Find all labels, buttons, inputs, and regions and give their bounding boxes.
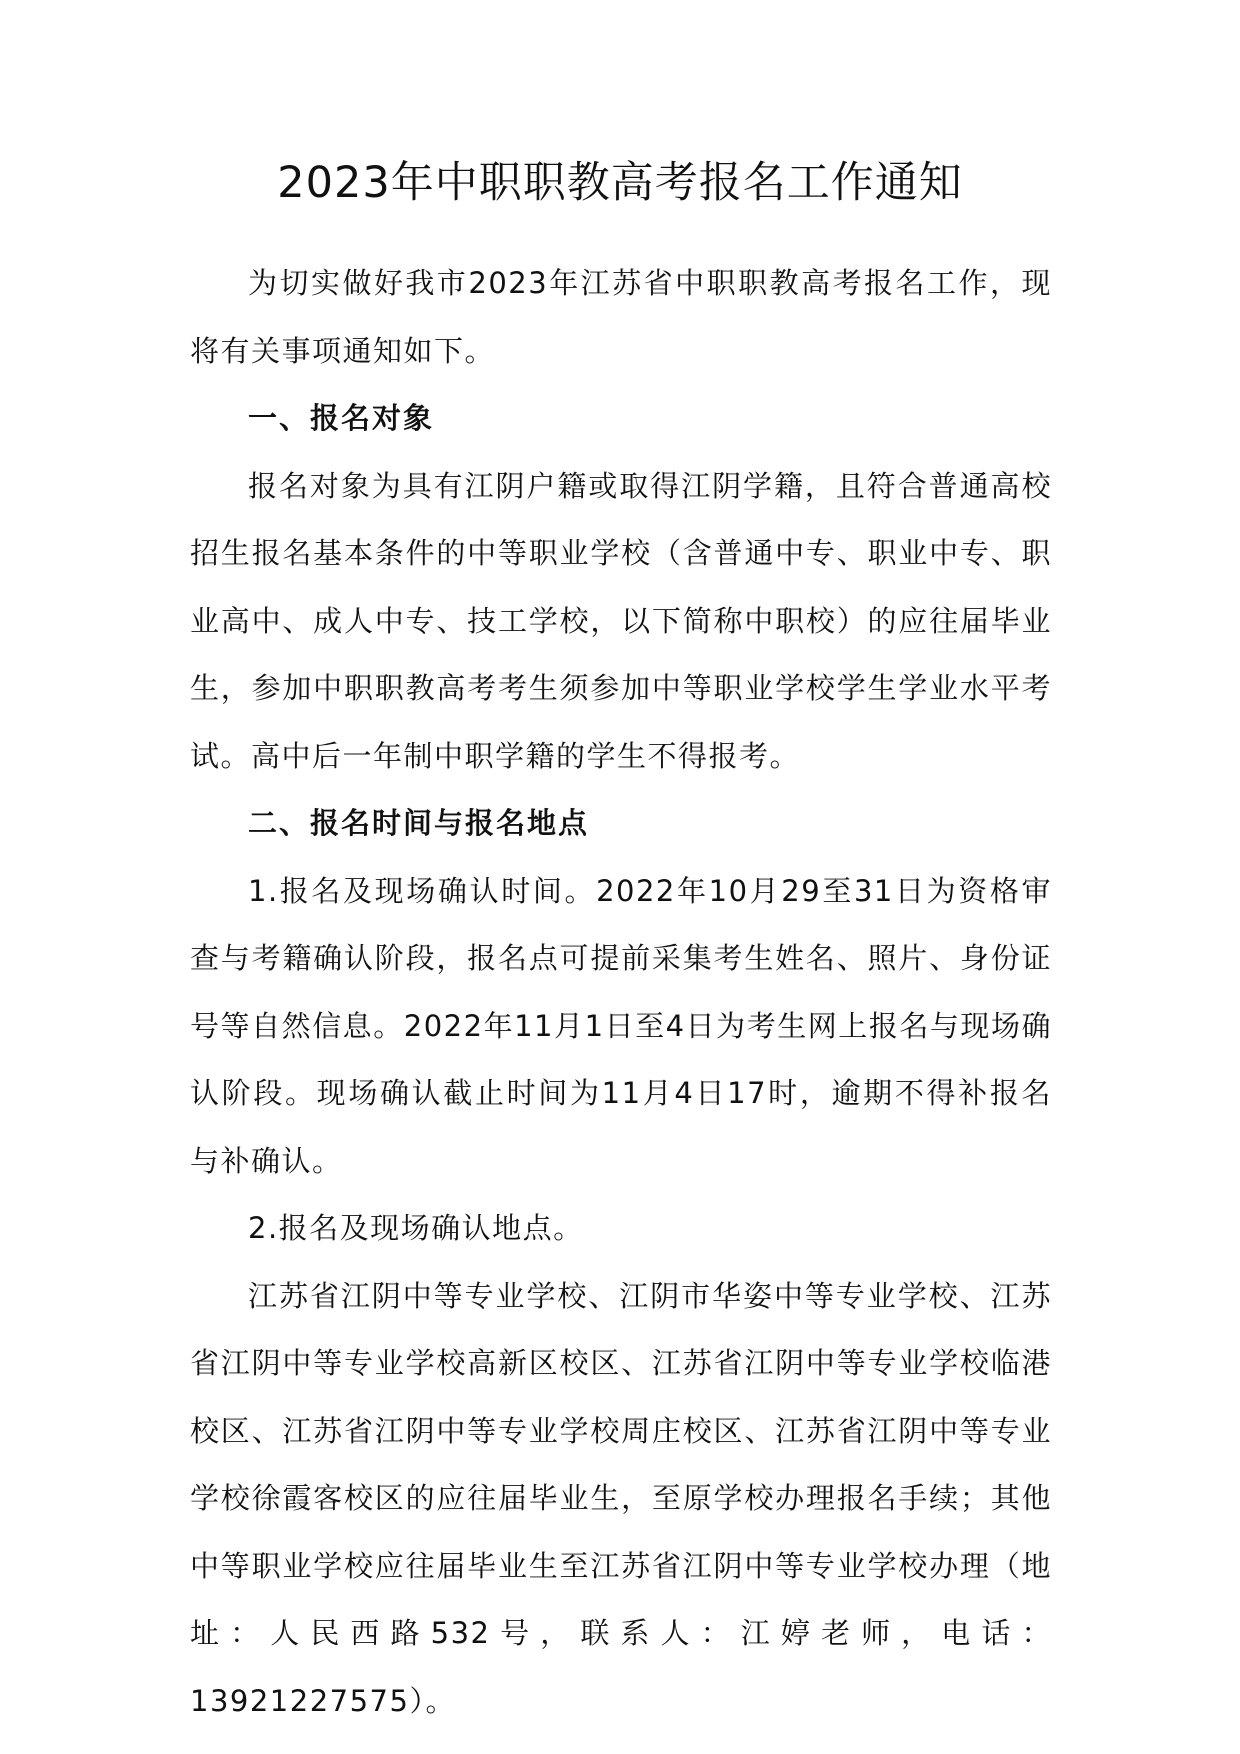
registration-time-paragraph: 1.报名及现场确认时间。2022年10月29至31日为资格审查与考籍确认阶段，报名点可提前采集考生姓名、照片、身份证号等自然信息。2022年11月1日至4日为考生网上报名与现场确认阶段。现场确认截止时间为11月4日17时，逾期不得补报名与补确认。	[190, 873, 1052, 1178]
section-heading-registration-target: 一、报名对象	[248, 401, 435, 435]
section-heading-time-and-place: 二、报名时间与报名地点	[248, 806, 590, 840]
document-title: 2023年中职职教高考报名工作通知	[277, 158, 963, 208]
registration-place-paragraph: 江苏省江阴中等专业学校、江阴市华姿中等专业学校、江苏省江阴中等专业学校高新区校区、江苏省江阴中等专业学校临港校区、江苏省江阴中等专业学校周庄校区、江苏省江阴中等专业学校徐霞客校区的应往届毕业生，至原学校办理报名手续；其他中等职业学校应往届毕业生至江苏省江阴中等专业学校办理（地址：人民西路532号，联系人：江婷老师，电话：13921227575）。	[190, 1278, 1052, 1718]
registration-target-paragraph: 报名对象为具有江阴户籍或取得江阴学籍，且符合普通高校招生报名基本条件的中等职业学校（含普通中专、职业中专、职业高中、成人中专、技工学校，以下简称中职校）的应往届毕业生，参加中职职教高考考生须参加中等职业学校学生学业水平考试。高中后一年制中职学籍的学生不得报考。	[190, 468, 1052, 773]
intro-paragraph: 为切实做好我市2023年江苏省中职职教高考报名工作，现将有关事项通知如下。	[190, 266, 1052, 368]
registration-place-heading-paragraph: 2.报名及现场确认地点。	[248, 1211, 584, 1245]
document-body	[190, 250, 1052, 1735]
